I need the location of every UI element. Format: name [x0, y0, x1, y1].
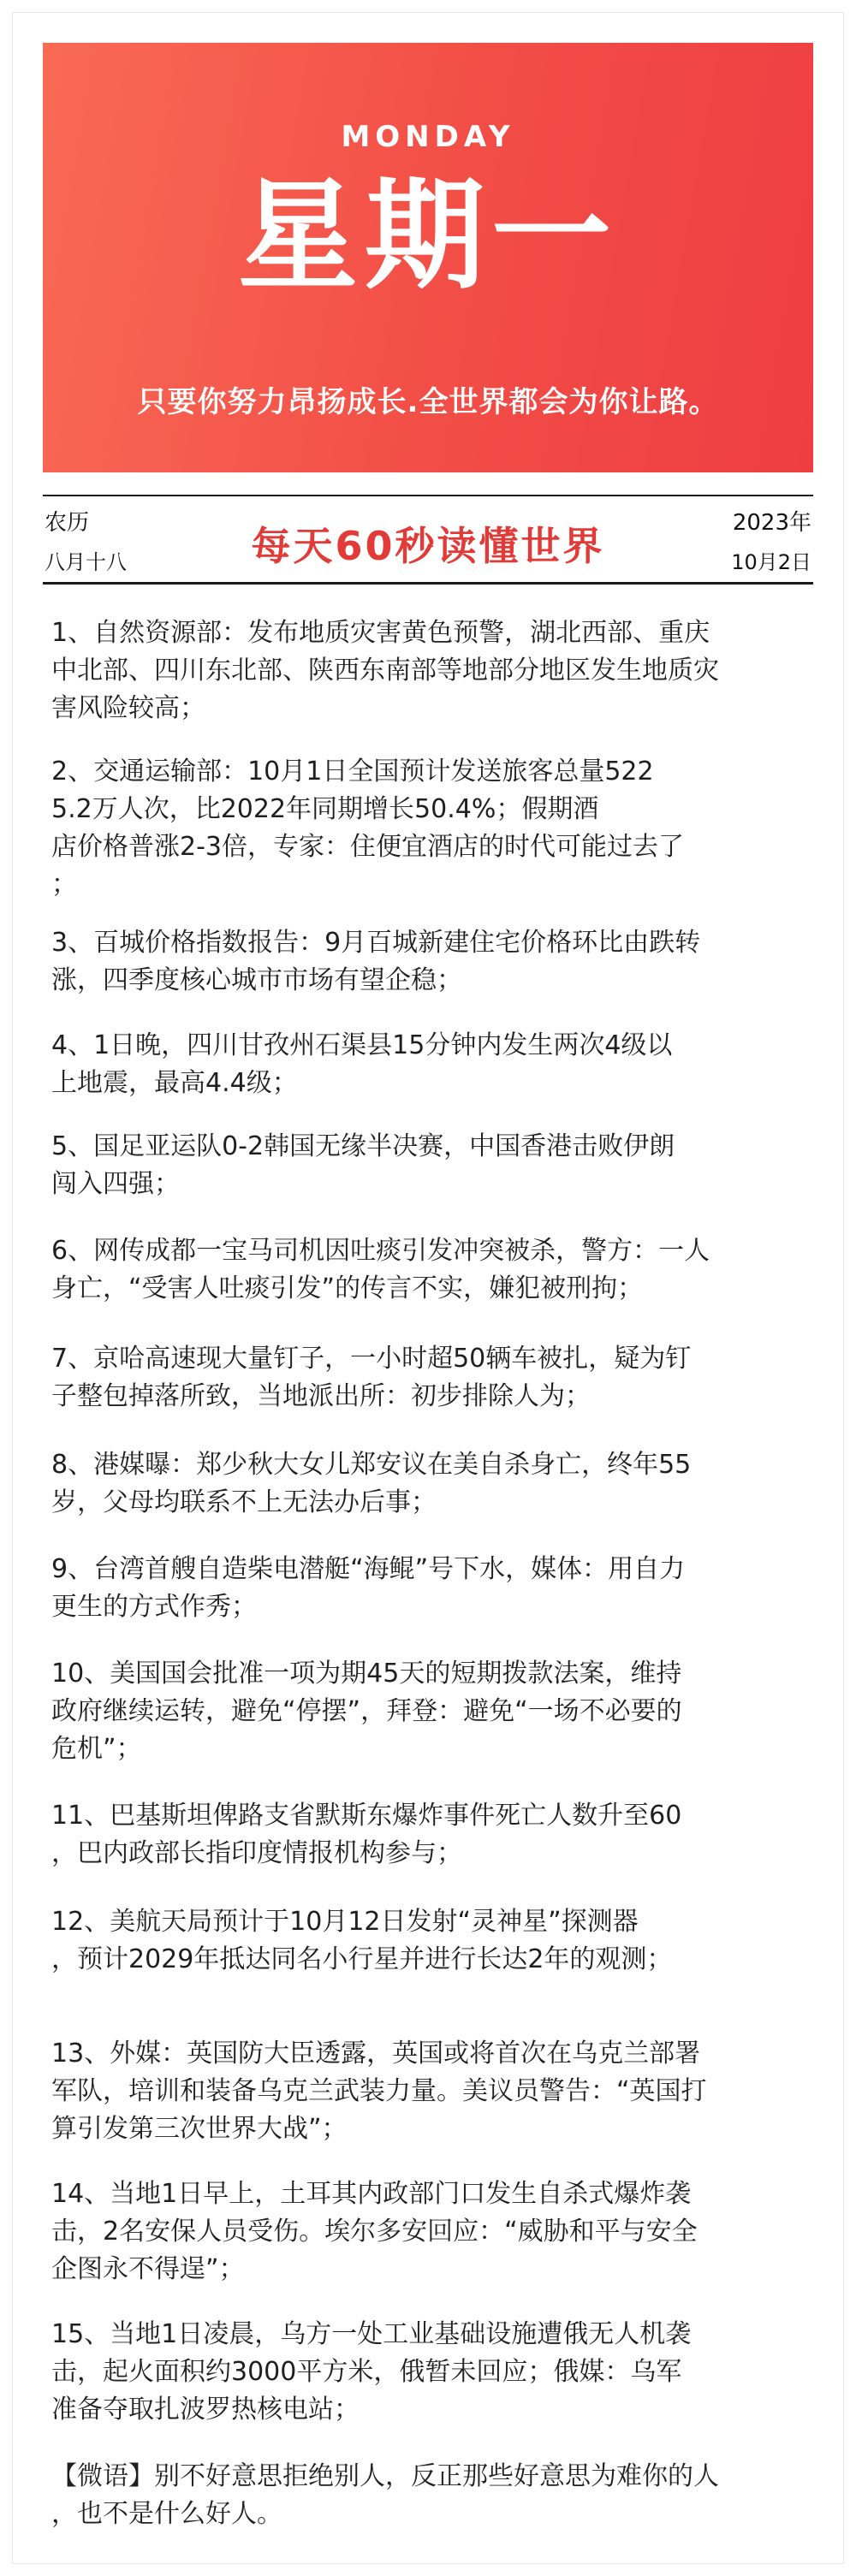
lunar-date: 八月十八: [45, 550, 127, 574]
news-item-4: 4、1日晚，四川甘孜州石渠县15分钟内发生两次4级以 上地震，最高4.4级；: [51, 1030, 673, 1098]
news-item-14: 14、当地1日早上，土耳其内政部门口发生自杀式爆炸袭 击，2名安保人员受伤。埃尔多安回应：“威胁和平与安全 企图永不得逞”；: [51, 2179, 698, 2284]
page-title: 每天60秒读懂世界: [251, 523, 605, 569]
day-english: MONDAY: [341, 120, 515, 154]
news-item-3: 3、百城价格指数报告：9月百城新建住宅价格环比由跌转 涨，四季度核心城市市场有望企稳；: [51, 928, 701, 995]
day-chinese: 星期一: [237, 167, 618, 306]
daily-quote: 【微语】别不好意思拒绝别人，反正那些好意思为难你的人 ，也不是什么好人。: [51, 2461, 719, 2529]
top-divider: [43, 495, 813, 496]
news-item-15: 15、当地1日凌晨，乌方一处工业基础设施遭俄无人机袭 击，起火面积约3000平方米，俄暂未回应；俄媒：乌军 准备夺取扎波罗热核电站；: [51, 2319, 692, 2425]
news-item-11: 11、巴基斯坦俾路支省默斯东爆炸事件死亡人数升至60 ，巴内政部长指印度情报机构参与；: [51, 1801, 682, 1868]
news-item-13: 13、外媒：英国防大臣透露，英国或将首次在乌克兰部署 军队，培训和装备乌克兰武装力量。美议员警告：“英国打 算引发第三次世界大战”；: [51, 2039, 707, 2144]
news-item-5: 5、国足亚运队0-2韩国无缘半决赛，中国香港击败伊朗 闯入四强；: [51, 1131, 675, 1199]
news-item-2: 2、交通运输部：10月1日全国预计发送旅客总量522 5.2万人次，比2022年同期增长50.4%；假期酒 店价格普涨2-3倍，专家：住便宜酒店的时代可能过去了 ；: [51, 757, 684, 899]
news-item-10: 10、美国国会批准一项为期45天的短期拨款法案，维持 政府继续运转，避免“停摆”，拜登：避免“一场不必要的 危机”；: [51, 1659, 682, 1764]
news-item-7: 7、京哈高速现大量钉子，一小时超50辆车被扎，疑为钉 子整包掉落所致，当地派出所：初步排除人为；: [51, 1344, 692, 1411]
news-item-12: 12、美航天局预计于10月12日发射“灵神星”探测器 ，预计2029年抵达同名小行星并进行长达2年的观测；: [51, 1907, 673, 1974]
banner-motto: 只要你努力昂扬成长.全世界都会为你让路。: [137, 385, 719, 419]
lunar-label: 农历: [45, 510, 90, 536]
date-label: 10月2日: [731, 550, 811, 574]
news-item-9: 9、台湾首艘自造柴电潜艇“海鲲”号下水，媒体：用自力 更生的方式作秀；: [51, 1554, 686, 1622]
news-item-1: 1、自然资源部：发布地质灾害黄色预警，湖北西部、重庆 中北部、四川东北部、陕西东南部等地部分地区发生地质灾 害风险较高；: [51, 618, 719, 723]
news-item-8: 8、港媒曝：郑少秋大女儿郑安议在美自杀身亡，终年55 岁，父母均联系不上无法办后事；: [51, 1450, 692, 1517]
header-divider: [43, 582, 813, 585]
news-item-6: 6、网传成都一宝马司机因吐痰引发冲突被杀，警方：一人 身亡，“受害人吐痰引发”的传言不实，嫌犯被刑拘；: [51, 1236, 710, 1303]
day-banner: [43, 43, 813, 472]
year-label: 2023年: [732, 510, 811, 536]
